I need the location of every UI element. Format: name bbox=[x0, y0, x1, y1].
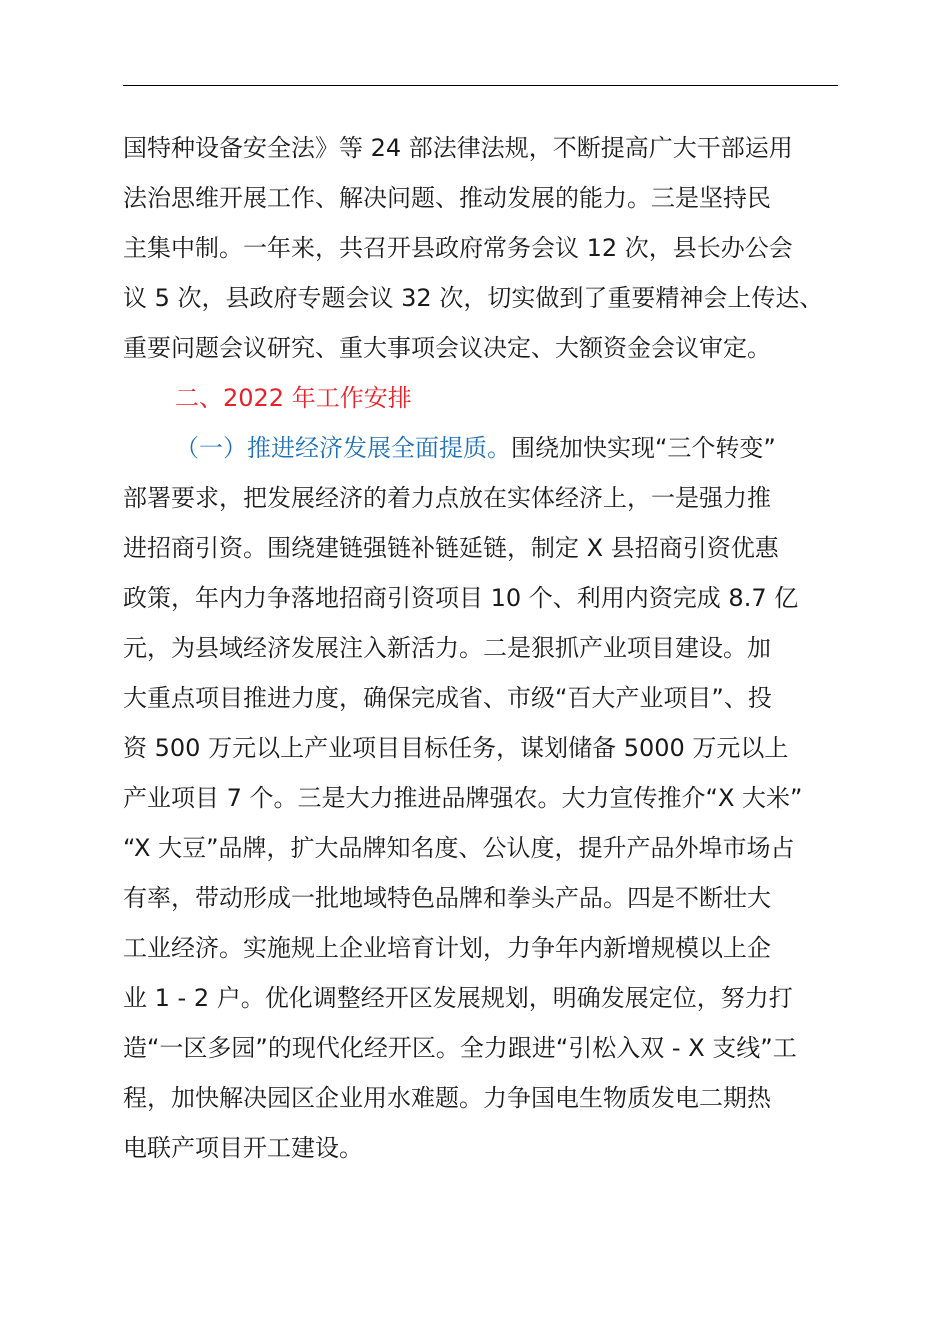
paragraph-line: 工业经济。实施规上企业培育计划，力争年内新增规模以上企 bbox=[123, 934, 771, 962]
paragraph-line: 部署要求，把发展经济的着力点放在实体经济上，一是强力推 bbox=[123, 484, 771, 512]
section-heading: 二、2022 年工作安排 bbox=[175, 384, 412, 412]
document-body bbox=[123, 123, 843, 1173]
paragraph-line: 政策，年内力争落地招商引资项目 10 个、利用内资完成 8.7 亿 bbox=[123, 584, 799, 612]
paragraph-text: 围绕加快实现“三个转变” bbox=[511, 434, 776, 462]
paragraph-line: 程，加快解决园区企业用水难题。力争国电生物质发电二期热 bbox=[123, 1084, 771, 1112]
paragraph-line: 重要问题会议研究、重大事项会议决定、大额资金会议审定。 bbox=[123, 334, 771, 362]
paragraph-line: 业 1 - 2 户。优化调整经开区发展规划，明确发展定位，努力打 bbox=[123, 984, 793, 1012]
paragraph-line: 国特种设备安全法》等 24 部法律法规，不断提高广大干部运用 bbox=[123, 134, 793, 162]
paragraph-line: 主集中制。一年来，共召开县政府常务会议 12 次，县长办公会 bbox=[123, 234, 793, 262]
paragraph-line: 元，为县域经济发展注入新活力。二是狠抓产业项目建设。加 bbox=[123, 634, 771, 662]
paragraph-line: 进招商引资。围绕建链强链补链延链，制定 X 县招商引资优惠 bbox=[123, 534, 779, 562]
subsection-heading: （一）推进经济发展全面提质。 bbox=[175, 434, 511, 462]
header-rule bbox=[123, 85, 838, 86]
paragraph-line: “X 大豆”品牌，扩大品牌知名度、公认度，提升产品外埠市场占 bbox=[123, 834, 795, 862]
continued-paragraph bbox=[123, 123, 843, 373]
paragraph-line: 资 500 万元以上产业项目目标任务，谋划储备 5000 万元以上 bbox=[123, 734, 789, 762]
paragraph-line: 大重点项目推进力度，确保完成省、市级“百大产业项目”、投 bbox=[123, 684, 772, 712]
paragraph-line: 法治思维开展工作、解决问题、推动发展的能力。三是坚持民 bbox=[123, 184, 771, 212]
paragraph-line bbox=[123, 423, 843, 473]
paragraph-line: 产业项目 7 个。三是大力推进品牌强农。大力宣传推介“X 大米” bbox=[123, 784, 803, 812]
paragraph-line: 有率，带动形成一批地域特色品牌和拳头产品。四是不断壮大 bbox=[123, 884, 771, 912]
paragraph-line: 电联产项目开工建设。 bbox=[123, 1134, 363, 1162]
paragraph-line: 造“一区多园”的现代化经开区。全力跟进“引松入双 - X 支线”工 bbox=[123, 1034, 797, 1062]
subsection-paragraph bbox=[123, 423, 843, 1173]
paragraph-line: 议 5 次，县政府专题会议 32 次，切实做到了重要精神会上传达、 bbox=[123, 284, 824, 312]
